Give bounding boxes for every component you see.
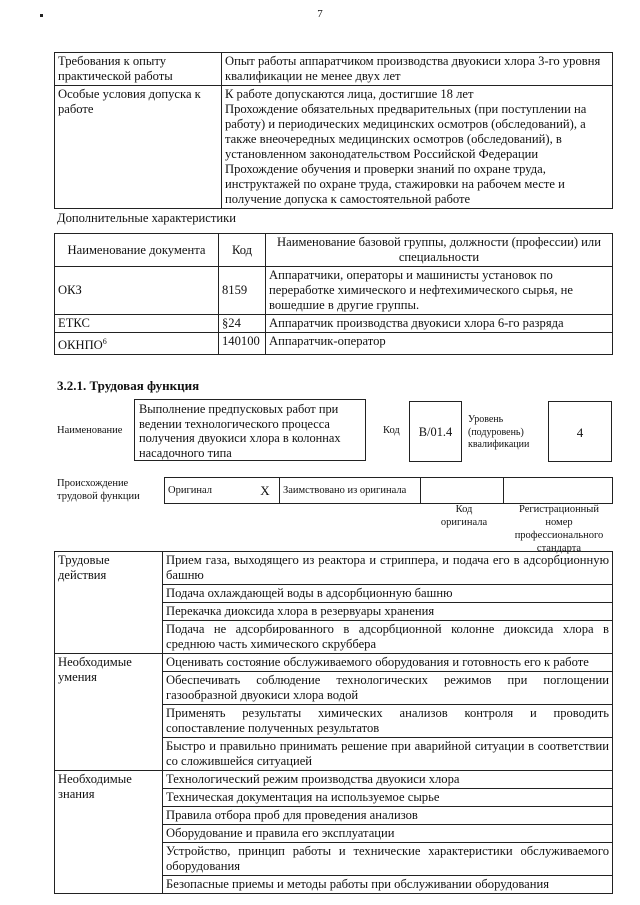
detail-cell: Применять результаты химических анализов контроля и проводить сопоставление полученных результатов [163, 705, 613, 738]
details-table [54, 551, 613, 894]
function-name-box: Выполнение предпусковых работ при ведении технологического процесса получения двуокиси хлора в колоннах насадочного типа [134, 399, 366, 461]
detail-cell: Оценивать состояние обслуживаемого оборудования и готовность его к работе [163, 654, 613, 672]
original-mark: X [251, 478, 280, 504]
original-cell: Оригинал [165, 478, 252, 504]
borrowed-cell: Заимствовано из оригинала [280, 478, 421, 504]
doc-name: ОКНПО [58, 338, 103, 353]
table-row [165, 478, 613, 504]
row-line: Прохождение обучения и проверки знаний по охране труда, инструктажей по охране труда, стажировки на рабочем месте и получение допуска к самостоятельной работе [225, 162, 565, 206]
code-label: Код [383, 425, 400, 436]
detail-cell: Устройство, принцип работы и технические характеристики обслуживаемого оборудования [163, 843, 613, 876]
row-label: Требования к опыту практической работы [55, 53, 222, 86]
detail-cell: Обеспечивать соблюдение технологических режимов при поглощении газообразной двуокиси хлора водой [163, 672, 613, 705]
table-header-row [55, 234, 613, 267]
row-line: Опыт работы аппаратчиком производства двуокиси хлора 3-го уровня квалификации не менее двух лет [225, 54, 601, 83]
name-label: Наименование [57, 425, 123, 436]
table-row [55, 333, 613, 355]
table-row [55, 771, 613, 789]
table-row [55, 552, 613, 585]
origin-label-text: Происхождение трудовой функции [57, 478, 140, 502]
doc-cell [55, 267, 219, 315]
row-value [222, 53, 613, 86]
detail-cell: Технологический режим производства двуокиси хлора [163, 771, 613, 789]
code-cell: §24 [219, 315, 266, 333]
table-row [55, 267, 613, 315]
column-header: Код [219, 234, 266, 267]
doc-cell [55, 315, 219, 333]
name-cell: Аппаратчики, операторы и машинисты установок по переработке химического и нефтехимического сырья, не вошедшие в другие группы. [266, 267, 613, 315]
additional-title: Дополнительные характеристики [57, 211, 236, 225]
column-header: Наименование базовой группы, должности (профессии) или специальности [266, 234, 613, 267]
reg-number-cell [504, 478, 613, 504]
original-code-cell [421, 478, 504, 504]
code-cell: 140100 [219, 333, 266, 355]
function-code-box: B/01.4 [409, 401, 462, 462]
name-cell: Аппаратчик производства двуокиси хлора 6-го разряда [266, 315, 613, 333]
caption-reg-number: Регистрационный номер профессионального стандарта [514, 504, 604, 554]
detail-cell: Безопасные приемы и методы работы при обслуживании оборудования [163, 876, 613, 894]
footnote-mark: 6 [102, 337, 107, 346]
origin-table [164, 477, 613, 504]
table-row [55, 86, 613, 209]
detail-cell: Оборудование и правила его эксплуатации [163, 825, 613, 843]
origin-label [57, 478, 147, 503]
level-label: Уровень (подуровень) квалификации [468, 414, 530, 450]
code-cell: 8159 [219, 267, 266, 315]
doc-name: ОКЗ [58, 283, 82, 297]
table-row [55, 53, 613, 86]
table-row [55, 654, 613, 672]
additional-table [54, 233, 613, 355]
detail-cell: Прием газа, выходящего из реактора и стриппера, и подача его в адсорбционную башню [163, 552, 613, 585]
page-number: 7 [317, 8, 323, 20]
row-label: Особые условия допуска к работе [55, 86, 222, 209]
detail-cell: Правила отбора проб для проведения анализов [163, 807, 613, 825]
row-value [222, 86, 613, 209]
detail-cell: Техническая документация на используемое сырье [163, 789, 613, 807]
requirements-table [54, 52, 613, 209]
category-cell: Необходимые знания [55, 771, 163, 894]
row-line: К работе допускаются лица, достигшие 18 лет [225, 87, 474, 101]
detail-cell: Подача не адсорбированного в адсорбционной колонне диоксида хлора в среднюю часть химического скруббера [163, 621, 613, 654]
name-cell: Аппаратчик-оператор [266, 333, 613, 355]
detail-cell: Быстро и правильно принимать решение при аварийной ситуации в соответствии со сложившейся ситуацией [163, 738, 613, 771]
column-header: Наименование документа [55, 234, 219, 267]
category-cell: Трудовые действия [55, 552, 163, 654]
caption-original-code: Код оригинала [440, 504, 488, 528]
row-line: Прохождение обязательных предварительных (при поступлении на работу) и периодических медицинских осмотров (обследований), а также внеочередных медицинских осмотров (обследований), в установленном законодательством Российской Федерации [225, 102, 587, 161]
doc-cell [55, 333, 219, 355]
table-row [55, 315, 613, 333]
doc-name: ЕТКС [58, 316, 90, 330]
detail-cell: Подача охлаждающей воды в адсорбционную башню [163, 585, 613, 603]
detail-cell: Перекачка диоксида хлора в резервуары хранения [163, 603, 613, 621]
category-cell: Необходимые умения [55, 654, 163, 771]
section-title: 3.2.1. Трудовая функция [57, 378, 200, 393]
level-box: 4 [548, 401, 612, 462]
